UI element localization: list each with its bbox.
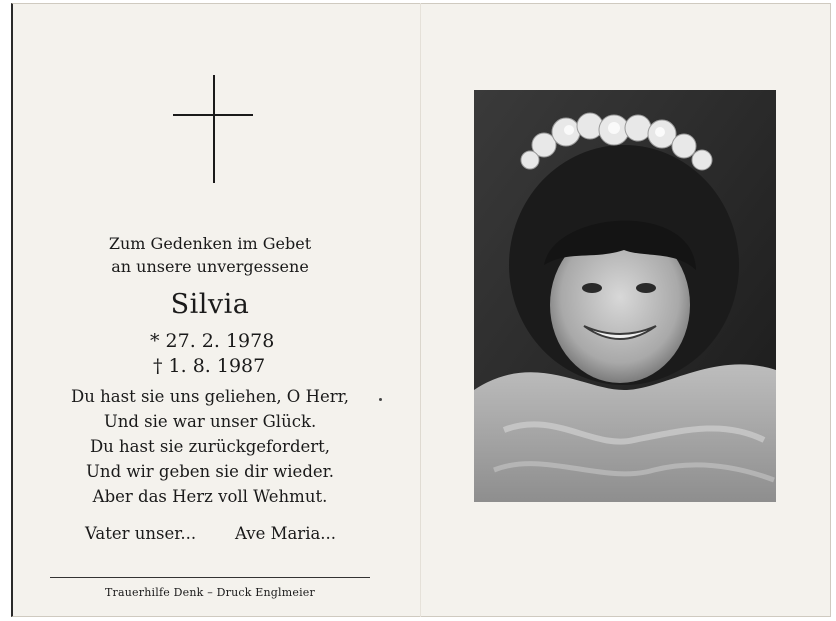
prayer-ave-maria: Ave Maria... <box>235 524 337 543</box>
poem-line: Und sie war unser Glück. <box>103 412 317 431</box>
card-fold <box>420 3 421 617</box>
intro-line-2: an unsere unvergessene <box>111 257 309 276</box>
intro-text <box>40 232 380 278</box>
latin-cross-icon <box>172 75 254 189</box>
divider <box>50 577 370 578</box>
birth-date: * 27. 2. 1978 <box>150 330 275 352</box>
poem-line: Du hast sie uns geliehen, O Herr, <box>71 387 349 406</box>
paper-speck <box>379 398 382 401</box>
poem-line: Und wir geben sie dir wieder. <box>86 462 334 481</box>
poem <box>40 384 380 509</box>
prayer-vater-unser: Vater unser... <box>85 524 197 543</box>
printer-credit: Trauerhilfe Denk – Druck Englmeier <box>105 586 315 599</box>
deceased-name: Silvia <box>170 289 250 320</box>
intro-line-1: Zum Gedenken im Gebet <box>108 234 312 253</box>
death-date: † 1. 8. 1987 <box>153 355 266 377</box>
poem-line: Aber das Herz voll Wehmut. <box>92 487 328 506</box>
poem-line: Du hast sie zurückgefordert, <box>89 437 331 456</box>
portrait-photo <box>474 90 776 502</box>
